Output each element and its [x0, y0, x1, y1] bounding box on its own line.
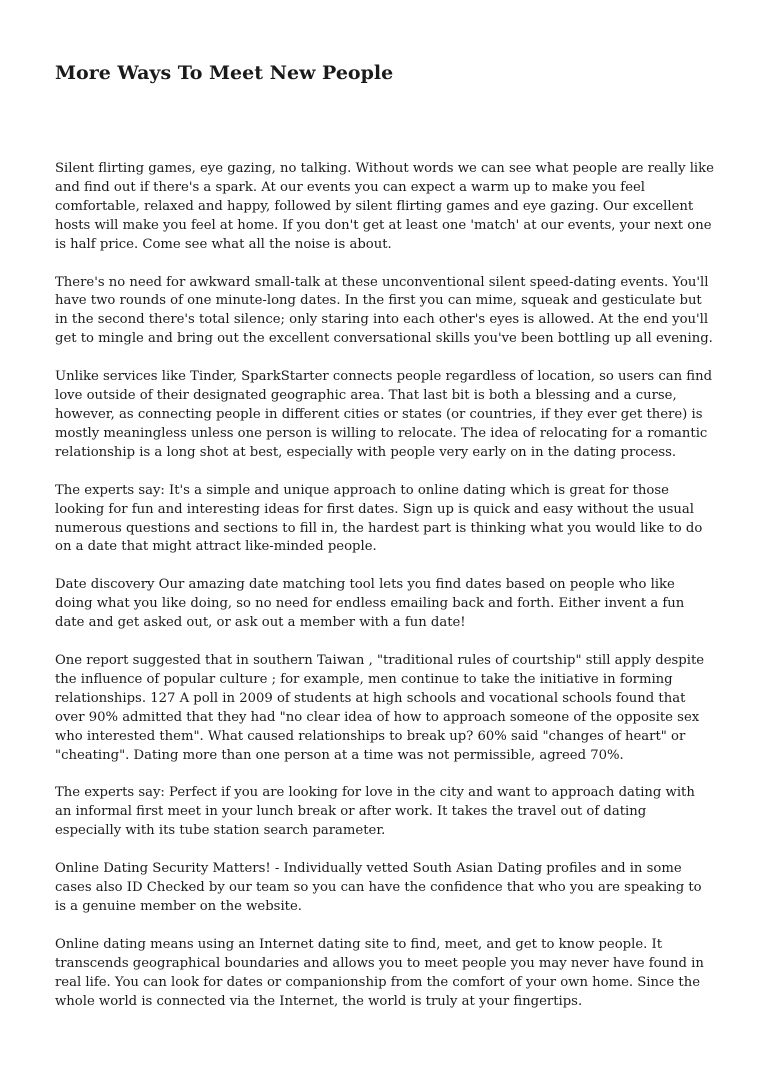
- paragraph-taiwan-report: One report suggested that in southern Taiwan , "traditional rules of courtship" still apply despite the influence of popular culture ; for example, men continue to take the initiative in forming relationships. 127 A poll in 2009 of students at high schools and vocational schools found that over 90% admitted that they had "no clear idea of how to approach someone of the opposite sex who interested them". What caused relationships to break up? 60% said "changes of heart" or "cheating". Dating more than one person at a time was not permissible, agreed 70%.: [55, 653, 705, 763]
- document-title: More Ways To Meet New People: [55, 62, 394, 84]
- document-body: [55, 160, 714, 1012]
- paragraph-silent-speed-dating: There's no need for awkward small-talk at these unconventional silent speed-dating events. You'll have two rounds of one minute-long dates. In the first you can mime, squeak and gesticulate but in the second there's total silence; only staring into each other's eyes is allowed. At the end you'll get to mingle and bring out the excellent conversational skills you've been bottling up all evening.: [55, 274, 713, 347]
- paragraph-silent-flirting: Silent flirting games, eye gazing, no talking. Without words we can see what people are really like and find out if there's a spark. At our events you can expect a warm up to make you feel comfortable, relaxed and happy, followed by silent flirting games and eye gazing. Our excellent hosts will make you feel at home. If you don't get at least one 'match' at our events, your next one is half price. Come see what all the noise is about.: [55, 161, 714, 252]
- paragraph-online-dating-definition: Online dating means using an Internet dating site to find, meet, and get to know people. It transcends geographical boundaries and allows you to meet people you may never have found in real life. You can look for dates or companionship from the comfort of your own home. Since the whole world is connected via the Internet, the world is truly at your fingertips.: [55, 936, 704, 1009]
- paragraph-security-matters: Online Dating Security Matters! - Individually vetted South Asian Dating profiles and in some cases also ID Checked by our team so you can have the confidence that who you are speaking to is a genuine member on the website.: [55, 861, 702, 914]
- paragraph-experts-simple-approach: The experts say: It's a simple and unique approach to online dating which is great for those looking for fun and interesting ideas for first dates. Sign up is quick and easy without the usual numerous questions and sections to fill in, the hardest part is thinking what you would like to do on a date that might attract like-minded people.: [55, 482, 703, 555]
- paragraph-sparkstarter: Unlike services like Tinder, SparkStarter connects people regardless of location, so users can find love outside of their designated geographic area. That last bit is both a blessing and a curse, however, as connecting people in different cities or states (or countries, if they ever get there) is mostly meaningless unless one person is willing to relocate. The idea of relocating for a romantic relationship is a long shot at best, especially with people very early on in the dating process.: [55, 369, 713, 460]
- paragraph-experts-city-dating: The experts say: Perfect if you are looking for love in the city and want to approach dating with an informal first meet in your lunch break or after work. It takes the travel out of dating especially with its tube station search parameter.: [55, 785, 695, 839]
- paragraph-date-discovery: Date discovery Our amazing date matching tool lets you find dates based on people who like doing what you like doing, so no need for endless emailing back and forth. Either invent a fun date and get asked out, or ask out a member with a fun date!: [55, 577, 685, 631]
